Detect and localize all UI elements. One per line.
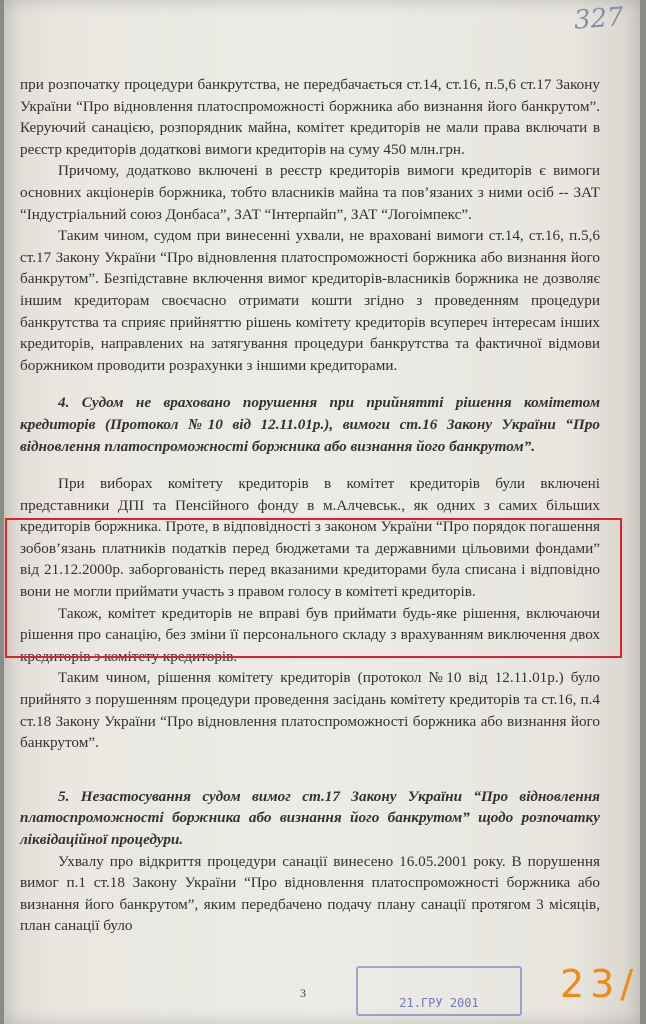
paragraph-after-1: Також, комітет кредиторів не вправі був приймати будь-яке рішення, включаючи рішення про санацію, без зміни її персонального складу з врахуванням виключення двох кредиторів з комітету кредиторів.	[20, 604, 600, 665]
paragraph-3: Таким чином, судом при винесенні ухвали, не враховані вимоги ст.14, ст.16, п.5,6 ст.17 Закону України “Про відновлення платоспроможності боржника або визнання його банкрутом”. Безпідставне включення вимог кредиторів-власників боржника не дозволяє іншим кредиторам своєчасно отримати кошти згідно з проведенням процедури банкрутства та сприяє прийняттю рішень комітету кредиторів всупереч інтересам інших кредиторів, направлених на затягування процедури банкрутства та фактичної відмови боржником проводити розрахунки з іншими кредиторами.	[20, 227, 600, 374]
paragraph-2: Причому, додатково включені в реєстр кредиторів вимоги кредиторів є вимоги основних акціонерів боржника, тобто власників майна та пов’язаних з ними осіб -- ЗАТ “Індустріальний союз Донбаса”, ЗАТ “Інтерпайп”, ЗАТ “Логоімпекс”.	[20, 162, 600, 223]
stamp-date: 21.ГРУ 2001	[399, 996, 479, 1010]
paragraph-after-2: Таким чином, рішення комітету кредиторів (протокол №10 від 12.11.01р.) було прийнято з порушенням процедури проведення засідань комітету кредиторів та ст.16, п.4 ст.18 Закону України “Про відновлення платоспроможності боржника або визнання його банкрутом”.	[20, 669, 600, 752]
paragraph-1: при розпочатку процедури банкрутства, не передбачається ст.14, ст.16, п.5,6 ст.17 Закону України “Про відновлення платоспроможності боржника або визнання його банкрутом”. Керуючий санацією, розпорядник майна, комітет кредиторів не мали права включати в реєстр кредиторів додаткові вимоги кредиторів на суму 450 млн.грн.	[20, 76, 600, 158]
highlighted-paragraph: При виборах комітету кредиторів в комітет кредиторів були включені представники ДПІ та Пенсійного фонду в м.Алчевськ., як одних з самих більших кредиторів боржника. Проте, в відповідності з законом України “Про порядок погашення зобов’язань платників податків перед бюджетами та державними цільовими фондами” від 21.12.2000р. заборгованість перед вказаними кредиторами була списана і відповідно вони не могли приймати участь з правом голосу в комітеті кредиторів.	[20, 475, 600, 601]
final-paragraph: Ухвалу про відкриття процедури санації винесено 16.05.2001 року. В порушення вимог п.1 ст.18 Закону України “Про відновлення платоспроможності боржника або визнання його банкрутом”, яким передбачено подачу плану санації протягом 3 місяців, план санації було	[20, 852, 600, 935]
footer-page-number: 3	[300, 986, 306, 1000]
section-5-heading: 5. Незастосування судом вимог ст.17 Закону України “Про відновлення платоспроможності боржника або визнання його банкрутом” щодо розпочатку ліквідаційної процедури.	[20, 787, 600, 848]
document-page	[4, 0, 640, 1024]
highlight-frame	[5, 518, 622, 658]
received-stamp	[356, 966, 522, 1016]
photo-number-overlay: 23/	[560, 962, 640, 1006]
handwritten-page-number: 327	[573, 2, 625, 36]
document-body	[20, 74, 600, 937]
section-4-heading: 4. Судом не враховано порушення при прийнятті рішення комітетом кредиторів (Протокол №10 від 12.11.01р.), вимоги ст.16 Закону України “Про відновлення платоспроможності боржника або визнання його банкрутом”.	[20, 394, 600, 455]
